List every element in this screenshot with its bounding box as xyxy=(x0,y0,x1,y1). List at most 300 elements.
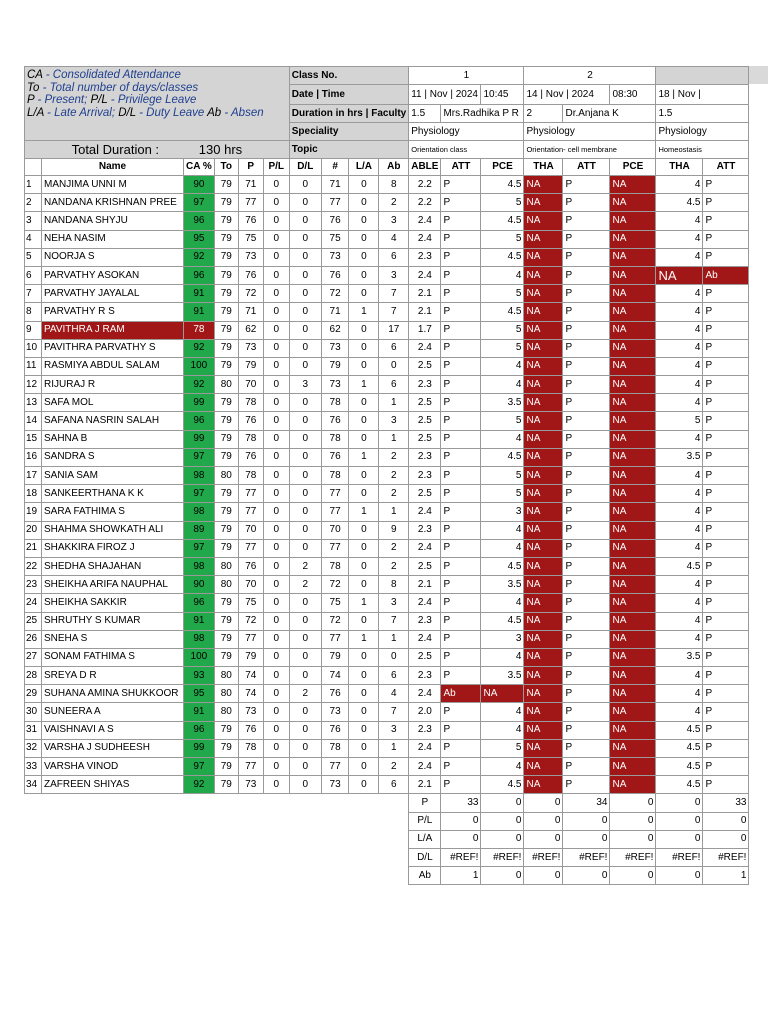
student-row xyxy=(25,485,749,503)
stat-p: 76 xyxy=(238,412,263,430)
stat-hash: 77 xyxy=(321,503,349,521)
stat-pl: 0 xyxy=(263,194,289,212)
col-header: P xyxy=(238,159,263,176)
class-3-att: P xyxy=(703,394,749,412)
stat-ab: 9 xyxy=(379,521,409,539)
row-number: 28 xyxy=(25,667,42,685)
class-3-att: P xyxy=(703,594,749,612)
student-name: NOORJA S xyxy=(42,248,184,266)
summary-value: 0 xyxy=(441,830,481,848)
stat-ab: 8 xyxy=(379,576,409,594)
class-2-pce: NA xyxy=(610,776,656,794)
class-1-pce: 4 xyxy=(481,721,524,739)
class-2-time: 08:30 xyxy=(610,85,656,105)
stat-pl: 0 xyxy=(263,448,289,466)
class-1-pce: 4.5 xyxy=(481,448,524,466)
stat-ab: 2 xyxy=(379,194,409,212)
class-2-att: P xyxy=(563,194,610,212)
student-name: MANJIMA UNNI M xyxy=(42,176,184,194)
stat-able: 2.4 xyxy=(409,230,441,248)
class-2-pce: NA xyxy=(610,194,656,212)
class-1-att: P xyxy=(441,176,481,194)
ca-percent: 97 xyxy=(184,194,215,212)
stat-able: 2.3 xyxy=(409,376,441,394)
class-2-att: P xyxy=(563,303,610,321)
ca-percent: 97 xyxy=(184,539,215,557)
class-1-pce: 3 xyxy=(481,503,524,521)
stat-dl: 0 xyxy=(289,339,321,357)
row-number: 34 xyxy=(25,776,42,794)
class-2-pce: NA xyxy=(610,758,656,776)
student-name: SAFA MOL xyxy=(42,394,184,412)
column-header-row xyxy=(25,159,749,176)
student-name: SHEIKHA SAKKIR xyxy=(42,594,184,612)
class-2-tha: 5 xyxy=(656,412,703,430)
stat-to: 79 xyxy=(214,485,238,503)
class-2-att: P xyxy=(563,266,610,284)
stat-ab: 8 xyxy=(379,176,409,194)
ca-percent: 97 xyxy=(184,485,215,503)
class-2-pce: NA xyxy=(610,557,656,575)
stat-to: 80 xyxy=(214,576,238,594)
summary-label: L/A xyxy=(409,830,441,848)
stat-ab: 7 xyxy=(379,612,409,630)
class-1-pce: 3.5 xyxy=(481,576,524,594)
student-name: NEHA NASIM xyxy=(42,230,184,248)
stat-ab: 6 xyxy=(379,776,409,794)
class-2-att: P xyxy=(563,758,610,776)
class-2-pce: NA xyxy=(610,176,656,194)
stat-ab: 1 xyxy=(379,630,409,648)
student-row xyxy=(25,630,749,648)
stat-able: 2.3 xyxy=(409,721,441,739)
class-2-att: P xyxy=(563,485,610,503)
class-2-pce: NA xyxy=(610,739,656,757)
class-3-att: Ab xyxy=(703,266,749,284)
class-1-att: P xyxy=(441,266,481,284)
student-name: PARVATHY JAYALAL xyxy=(42,285,184,303)
stat-pl: 0 xyxy=(263,412,289,430)
class-2-pce: NA xyxy=(610,503,656,521)
student-name: SAHNA B xyxy=(42,430,184,448)
stat-to: 80 xyxy=(214,467,238,485)
stat-p: 62 xyxy=(238,321,263,339)
stat-to: 79 xyxy=(214,503,238,521)
stat-pl: 0 xyxy=(263,612,289,630)
stat-la: 0 xyxy=(349,430,379,448)
header-row-class-no xyxy=(25,67,749,85)
class-2-pce: NA xyxy=(610,230,656,248)
summary-label: P/L xyxy=(409,812,441,830)
summary-label: Ab xyxy=(409,867,441,885)
summary-value: 0 xyxy=(656,794,703,812)
row-number: 18 xyxy=(25,485,42,503)
stat-hash: 71 xyxy=(321,303,349,321)
class-2-tha: 3.5 xyxy=(656,648,703,666)
stat-la: 0 xyxy=(349,539,379,557)
ca-percent: 100 xyxy=(184,357,215,375)
stat-hash: 77 xyxy=(321,194,349,212)
legend-value: Present xyxy=(44,94,85,107)
stat-ab: 1 xyxy=(379,739,409,757)
stat-hash: 78 xyxy=(321,394,349,412)
stat-to: 79 xyxy=(214,758,238,776)
class-2-att: P xyxy=(563,176,610,194)
stat-pl: 0 xyxy=(263,776,289,794)
ca-percent: 90 xyxy=(184,176,215,194)
class-3-att: P xyxy=(703,703,749,721)
stat-able: 2.5 xyxy=(409,648,441,666)
stat-able: 2.3 xyxy=(409,448,441,466)
col-header: THA xyxy=(524,159,563,176)
row-number: 3 xyxy=(25,212,42,230)
class-2-pce: NA xyxy=(610,212,656,230)
class-1-tha: NA xyxy=(524,503,563,521)
summary-row xyxy=(25,867,749,885)
col-header: ATT xyxy=(703,159,749,176)
class-3-att: P xyxy=(703,467,749,485)
stat-dl: 0 xyxy=(289,485,321,503)
class-2-att: P xyxy=(563,430,610,448)
summary-value: 0 xyxy=(610,794,656,812)
stat-p: 73 xyxy=(238,776,263,794)
col-header: THA xyxy=(656,159,703,176)
stat-able: 2.5 xyxy=(409,357,441,375)
class-2-pce: NA xyxy=(610,685,656,703)
ca-percent: 92 xyxy=(184,339,215,357)
row-number: 19 xyxy=(25,503,42,521)
stat-dl: 0 xyxy=(289,230,321,248)
stat-able: 2.4 xyxy=(409,758,441,776)
student-row xyxy=(25,685,749,703)
stat-pl: 0 xyxy=(263,176,289,194)
stat-ab: 2 xyxy=(379,467,409,485)
stat-dl: 0 xyxy=(289,539,321,557)
student-name: PARVATHY R S xyxy=(42,303,184,321)
stat-ab: 2 xyxy=(379,485,409,503)
stat-dl: 0 xyxy=(289,194,321,212)
class-2-tha: 4 xyxy=(656,285,703,303)
class-2-pce: NA xyxy=(610,721,656,739)
stat-dl: 2 xyxy=(289,557,321,575)
stat-la: 1 xyxy=(349,448,379,466)
class-1-pce: 4 xyxy=(481,521,524,539)
class-3-att: P xyxy=(703,776,749,794)
stat-hash: 77 xyxy=(321,758,349,776)
class-1-pce: 4.5 xyxy=(481,557,524,575)
stat-ab: 2 xyxy=(379,448,409,466)
stat-ab: 7 xyxy=(379,285,409,303)
summary-value: 33 xyxy=(441,794,481,812)
stat-p: 79 xyxy=(238,648,263,666)
stat-pl: 0 xyxy=(263,721,289,739)
class-2-pce: NA xyxy=(610,412,656,430)
class-1-att: P xyxy=(441,357,481,375)
summary-value: 0 xyxy=(563,830,610,848)
class-2-att: P xyxy=(563,557,610,575)
stat-la: 0 xyxy=(349,776,379,794)
class-2-tha: 4 xyxy=(656,376,703,394)
class-3-att: P xyxy=(703,485,749,503)
ca-percent: 92 xyxy=(184,376,215,394)
student-row xyxy=(25,503,749,521)
stat-to: 79 xyxy=(214,412,238,430)
stat-p: 79 xyxy=(238,357,263,375)
stat-la: 0 xyxy=(349,521,379,539)
stat-pl: 0 xyxy=(263,248,289,266)
student-row xyxy=(25,576,749,594)
row-number: 32 xyxy=(25,739,42,757)
ca-percent: 100 xyxy=(184,648,215,666)
row-number: 15 xyxy=(25,430,42,448)
class-3-att: P xyxy=(703,194,749,212)
stat-ab: 2 xyxy=(379,539,409,557)
class-1-pce: 4 xyxy=(481,430,524,448)
class-2-att: P xyxy=(563,376,610,394)
stat-to: 79 xyxy=(214,212,238,230)
class-1-tha: NA xyxy=(524,394,563,412)
row-number: 13 xyxy=(25,394,42,412)
stat-pl: 0 xyxy=(263,357,289,375)
legend-value: Consolidated Attendance xyxy=(52,69,181,81)
class-1-att: P xyxy=(441,612,481,630)
summary-value: 1 xyxy=(441,867,481,885)
stat-to: 79 xyxy=(214,612,238,630)
stat-p: 78 xyxy=(238,467,263,485)
class-2-pce: NA xyxy=(610,357,656,375)
total-duration-label: Total Duration : xyxy=(71,142,160,157)
summary-value: 0 xyxy=(610,867,656,885)
class-3-att: P xyxy=(703,339,749,357)
class-1-date: 11 | Nov | 2024 xyxy=(409,85,481,105)
stat-hash: 76 xyxy=(321,412,349,430)
summary-value: 34 xyxy=(563,794,610,812)
student-row xyxy=(25,303,749,321)
class-1-att: P xyxy=(441,576,481,594)
col-header: L/A xyxy=(349,159,379,176)
class-3-att: P xyxy=(703,685,749,703)
row-number: 30 xyxy=(25,703,42,721)
stat-p: 73 xyxy=(238,339,263,357)
stat-to: 79 xyxy=(214,776,238,794)
stat-to: 79 xyxy=(214,248,238,266)
stat-la: 0 xyxy=(349,321,379,339)
class-2-att: P xyxy=(563,776,610,794)
stat-to: 79 xyxy=(214,394,238,412)
student-row xyxy=(25,266,749,284)
student-name: SHAHMA SHOWKATH ALI xyxy=(42,521,184,539)
stat-pl: 0 xyxy=(263,630,289,648)
stat-la: 1 xyxy=(349,376,379,394)
class-3-att: P xyxy=(703,557,749,575)
class-1-att: P xyxy=(441,467,481,485)
class-2-att: P xyxy=(563,212,610,230)
student-row xyxy=(25,648,749,666)
legend-value: Total number of days/classes xyxy=(49,81,199,94)
stat-la: 1 xyxy=(349,630,379,648)
stat-pl: 0 xyxy=(263,648,289,666)
class-3-att: P xyxy=(703,612,749,630)
class-1-att: P xyxy=(441,648,481,666)
class-2-att: P xyxy=(563,339,610,357)
row-number: 23 xyxy=(25,576,42,594)
stat-ab: 6 xyxy=(379,667,409,685)
class-2-att: P xyxy=(563,248,610,266)
col-header: PCE xyxy=(481,159,524,176)
stat-ab: 3 xyxy=(379,412,409,430)
class-3-duration: 1.5 xyxy=(656,105,749,123)
class-1-att: P xyxy=(441,758,481,776)
ca-percent: 97 xyxy=(184,448,215,466)
stat-ab: 6 xyxy=(379,376,409,394)
summary-value: #REF! xyxy=(563,848,610,866)
stat-able: 2.1 xyxy=(409,303,441,321)
stat-to: 80 xyxy=(214,667,238,685)
class-3-att: P xyxy=(703,303,749,321)
class-1-pce: 4 xyxy=(481,376,524,394)
stat-to: 79 xyxy=(214,539,238,557)
class-3-att: P xyxy=(703,176,749,194)
class-1-pce: 5 xyxy=(481,321,524,339)
summary-spacer xyxy=(25,848,409,866)
stat-la: 0 xyxy=(349,576,379,594)
stat-able: 2.4 xyxy=(409,539,441,557)
stat-p: 76 xyxy=(238,212,263,230)
stat-able: 2.5 xyxy=(409,485,441,503)
total-duration xyxy=(25,141,290,159)
stat-hash: 78 xyxy=(321,739,349,757)
class-2-pce: NA xyxy=(610,648,656,666)
stat-p: 76 xyxy=(238,448,263,466)
col-header-sno xyxy=(25,159,42,176)
class-2-tha: 4 xyxy=(656,685,703,703)
stat-hash: 76 xyxy=(321,266,349,284)
row-number: 5 xyxy=(25,248,42,266)
class-1-tha: NA xyxy=(524,612,563,630)
class-2-att: P xyxy=(563,394,610,412)
class-1-pce: 4.5 xyxy=(481,612,524,630)
ca-percent: 95 xyxy=(184,230,215,248)
col-header: CA % xyxy=(184,159,215,176)
col-header: D/L xyxy=(289,159,321,176)
stat-hash: 75 xyxy=(321,594,349,612)
stat-able: 2.3 xyxy=(409,667,441,685)
student-row xyxy=(25,394,749,412)
stat-to: 80 xyxy=(214,685,238,703)
class-1-pce: NA xyxy=(481,685,524,703)
class-1-att: P xyxy=(441,194,481,212)
row-number: 6 xyxy=(25,266,42,284)
class-1-tha: NA xyxy=(524,576,563,594)
class-2-pce: NA xyxy=(610,448,656,466)
class-2-tha: 4 xyxy=(656,394,703,412)
summary-row xyxy=(25,848,749,866)
student-row xyxy=(25,412,749,430)
stat-dl: 0 xyxy=(289,248,321,266)
class-2-pce: NA xyxy=(610,248,656,266)
student-row xyxy=(25,448,749,466)
class-1-pce: 5 xyxy=(481,285,524,303)
stat-able: 2.1 xyxy=(409,576,441,594)
stat-la: 0 xyxy=(349,394,379,412)
summary-row xyxy=(25,794,749,812)
class-3-topic: Homeostasis xyxy=(656,141,749,159)
stat-hash: 78 xyxy=(321,467,349,485)
stat-pl: 0 xyxy=(263,339,289,357)
stat-ab: 4 xyxy=(379,230,409,248)
stat-hash: 76 xyxy=(321,685,349,703)
class-1-att: P xyxy=(441,485,481,503)
class-1-att: P xyxy=(441,448,481,466)
stat-hash: 73 xyxy=(321,703,349,721)
stat-to: 79 xyxy=(214,357,238,375)
stat-hash: 72 xyxy=(321,285,349,303)
legend-value: Late Arrival xyxy=(54,106,112,119)
class-1-tha: NA xyxy=(524,594,563,612)
class-2-date: 14 | Nov | 2024 xyxy=(524,85,610,105)
student-name: PARVATHY ASOKAN xyxy=(42,266,184,284)
stat-hash: 79 xyxy=(321,357,349,375)
stat-dl: 0 xyxy=(289,266,321,284)
class-2-tha: NA xyxy=(656,266,703,284)
class-2-tha: 4 xyxy=(656,539,703,557)
class-1-tha: NA xyxy=(524,521,563,539)
col-header: # xyxy=(321,159,349,176)
class-2-pce: NA xyxy=(610,467,656,485)
stat-pl: 0 xyxy=(263,303,289,321)
stat-la: 0 xyxy=(349,230,379,248)
duration-label: Duration in hrs | Faculty xyxy=(289,105,408,123)
class-1-pce: 4.5 xyxy=(481,248,524,266)
summary-value: 0 xyxy=(524,794,563,812)
class-1-topic: Orientation class xyxy=(409,141,524,159)
summary-spacer xyxy=(25,794,409,812)
class-2-speciality: Physiology xyxy=(524,123,656,141)
stat-ab: 2 xyxy=(379,758,409,776)
row-number: 21 xyxy=(25,539,42,557)
student-name: SANKEERTHANA K K xyxy=(42,485,184,503)
stat-la: 1 xyxy=(349,503,379,521)
class-1-att: P xyxy=(441,557,481,575)
stat-dl: 0 xyxy=(289,503,321,521)
stat-hash: 74 xyxy=(321,667,349,685)
class-3-att: P xyxy=(703,576,749,594)
stat-dl: 0 xyxy=(289,303,321,321)
stat-pl: 0 xyxy=(263,485,289,503)
class-2-pce: NA xyxy=(610,521,656,539)
col-header: ABLE xyxy=(409,159,441,176)
summary-value: 0 xyxy=(524,867,563,885)
student-row xyxy=(25,230,749,248)
class-2-pce: NA xyxy=(610,630,656,648)
class-2-tha: 4.5 xyxy=(656,758,703,776)
summary-value: 0 xyxy=(610,830,656,848)
stat-pl: 0 xyxy=(263,667,289,685)
stat-dl: 0 xyxy=(289,667,321,685)
class-2-tha: 4 xyxy=(656,230,703,248)
row-number: 9 xyxy=(25,321,42,339)
stat-p: 77 xyxy=(238,503,263,521)
stat-ab: 3 xyxy=(379,594,409,612)
row-number: 20 xyxy=(25,521,42,539)
stat-dl: 0 xyxy=(289,776,321,794)
ca-percent: 89 xyxy=(184,521,215,539)
stat-hash: 70 xyxy=(321,521,349,539)
stat-dl: 0 xyxy=(289,467,321,485)
student-row xyxy=(25,285,749,303)
summary-value: 0 xyxy=(703,812,749,830)
stat-hash: 71 xyxy=(321,176,349,194)
